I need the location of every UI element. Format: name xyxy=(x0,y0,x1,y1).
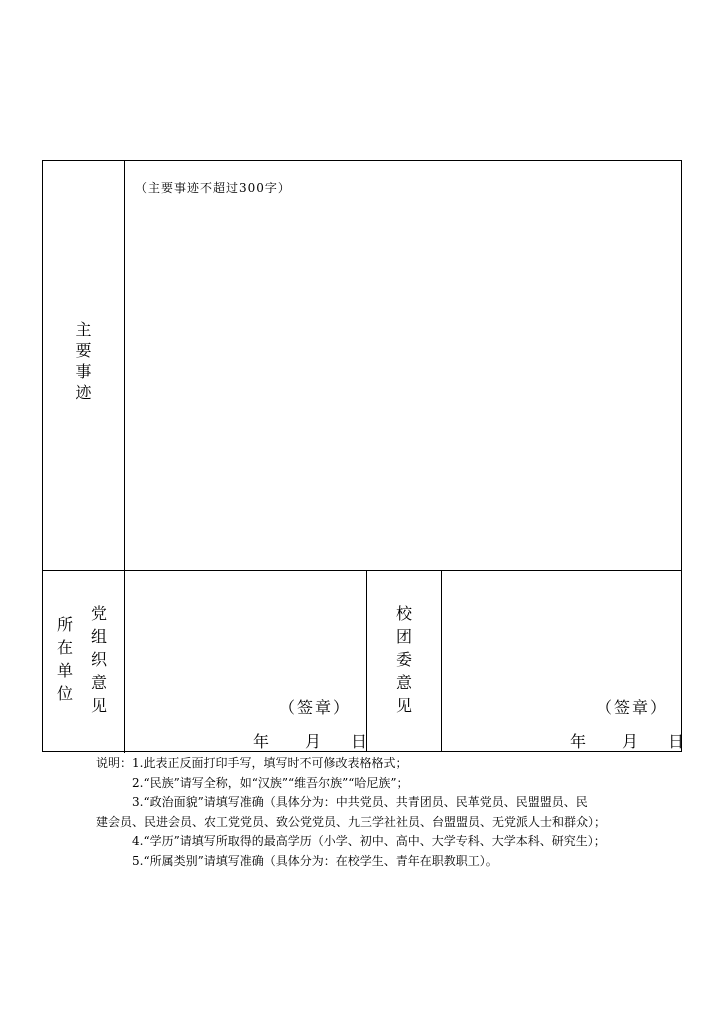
year-label: 年 xyxy=(253,732,270,751)
note-4: 4.“学历”请填写所取得的最高学历（小学、初中、高中、大学专科、大学本科、研究生）； xyxy=(132,834,606,848)
year-label: 年 xyxy=(570,732,587,751)
label-char: 所 xyxy=(56,615,73,634)
label-char: 在 xyxy=(56,638,73,657)
main-deeds-input-area[interactable] xyxy=(125,161,681,570)
application-form-table xyxy=(42,160,685,752)
unit-label-col1 xyxy=(53,613,77,705)
label-char: 校 xyxy=(395,604,412,623)
label-char: 单 xyxy=(56,661,73,680)
label-char: 见 xyxy=(90,696,107,715)
note-1: 说明：1.此表正反面打印手写，填写时不可修改表格格式； xyxy=(96,756,408,770)
day-label: 日 xyxy=(668,732,685,751)
form-notes xyxy=(96,754,656,871)
note-3a: 3.“政治面貌”请填写准确（具体分为：中共党员、共青团员、民革党员、民盟盟员、民 xyxy=(132,795,588,809)
main-deeds-label xyxy=(43,319,124,403)
note-3b: 建会员、民进会员、农工党党员、致公党党员、九三学社社员、台盟盟员、无党派人士和群众）； xyxy=(96,814,607,829)
unit-sign-label: （签章） xyxy=(279,698,352,717)
label-char: 事 xyxy=(75,362,92,381)
label-char: 位 xyxy=(56,684,73,703)
label-char: 迹 xyxy=(75,383,92,402)
label-char: 见 xyxy=(395,696,412,715)
note-2: 2.“民族”请写全称，如“汉族”“维吾尔族”“哈尼族”； xyxy=(132,775,409,790)
month-label: 月 xyxy=(305,732,322,751)
month-label: 月 xyxy=(622,732,639,751)
label-char: 意 xyxy=(395,673,412,692)
league-label xyxy=(367,602,441,717)
label-char: 党 xyxy=(90,604,107,623)
day-label: 日 xyxy=(351,732,368,751)
label-char: 委 xyxy=(395,650,412,669)
label-char: 要 xyxy=(75,341,92,360)
label-char: 意 xyxy=(90,673,107,692)
label-char: 组 xyxy=(90,627,107,646)
main-deeds-hint: （主要事迹不超过300字） xyxy=(135,181,291,195)
unit-label-col2 xyxy=(87,602,111,717)
unit-opinion-input-area[interactable] xyxy=(125,571,366,752)
label-char: 团 xyxy=(395,627,412,646)
label-char: 主 xyxy=(75,320,92,339)
league-sign-label: （签章） xyxy=(596,698,669,717)
league-date xyxy=(570,729,684,752)
league-opinion-input-area[interactable] xyxy=(442,571,685,752)
label-char: 织 xyxy=(90,650,107,669)
note-5: 5.“所属类别”请填写准确（具体分为：在校学生、青年在职教职工）。 xyxy=(132,853,498,868)
unit-date xyxy=(253,729,367,752)
